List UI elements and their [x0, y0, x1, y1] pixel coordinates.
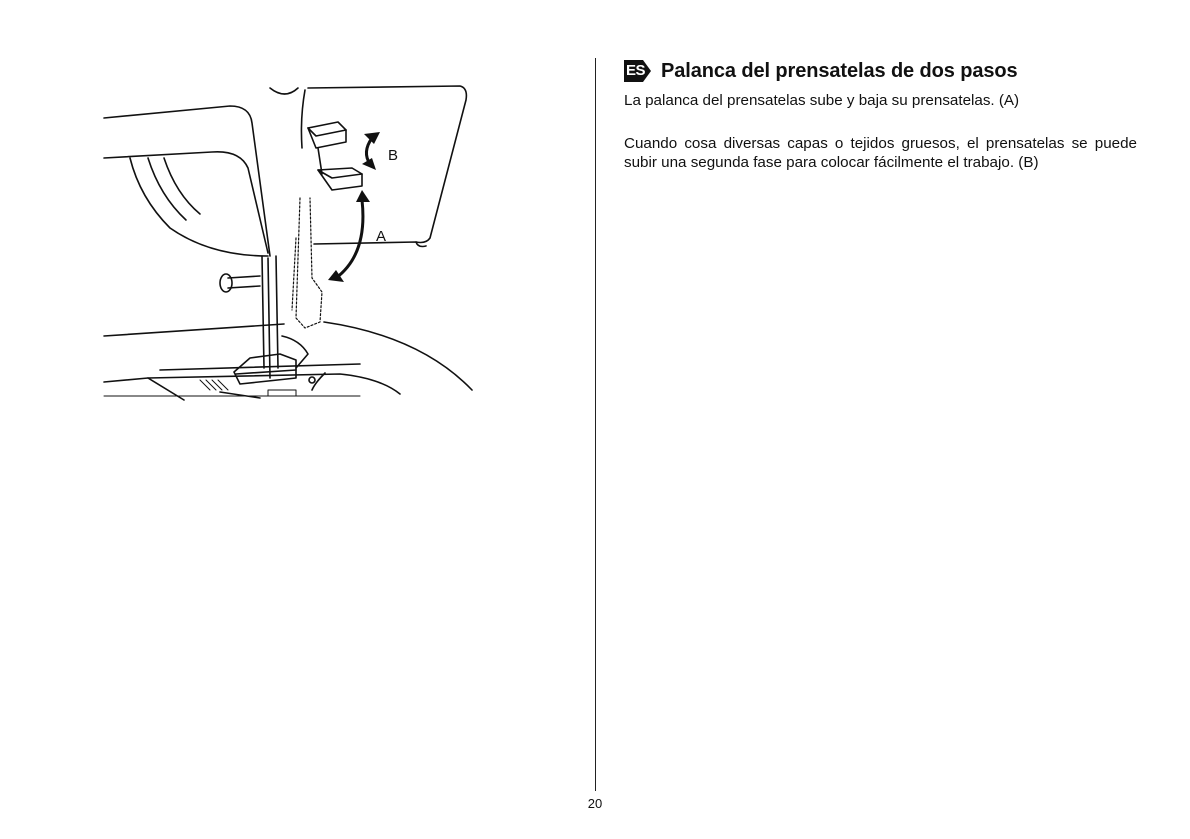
figure-label-b: B [388, 147, 399, 164]
page-number: 20 [587, 796, 603, 811]
section-title: Palanca del prensatelas de dos pasos [661, 59, 1018, 82]
column-divider [595, 58, 596, 791]
figure-label-a: A [376, 228, 387, 245]
instruction-section [624, 58, 1137, 172]
language-badge [624, 60, 651, 82]
paragraph-thick-fabrics: Cuando cosa diversas capas o tejidos gruesos, el prensatelas se puede subir una segunda fase para colocar fácilmente el trabajo. (B) [624, 135, 1137, 171]
section-heading [624, 58, 1137, 84]
presser-foot-lever-illustration [100, 78, 480, 403]
paragraph-lever-function: La palanca del prensatelas sube y baja su prensatelas. (A) [624, 92, 1020, 109]
language-badge-text: ES [626, 62, 646, 79]
